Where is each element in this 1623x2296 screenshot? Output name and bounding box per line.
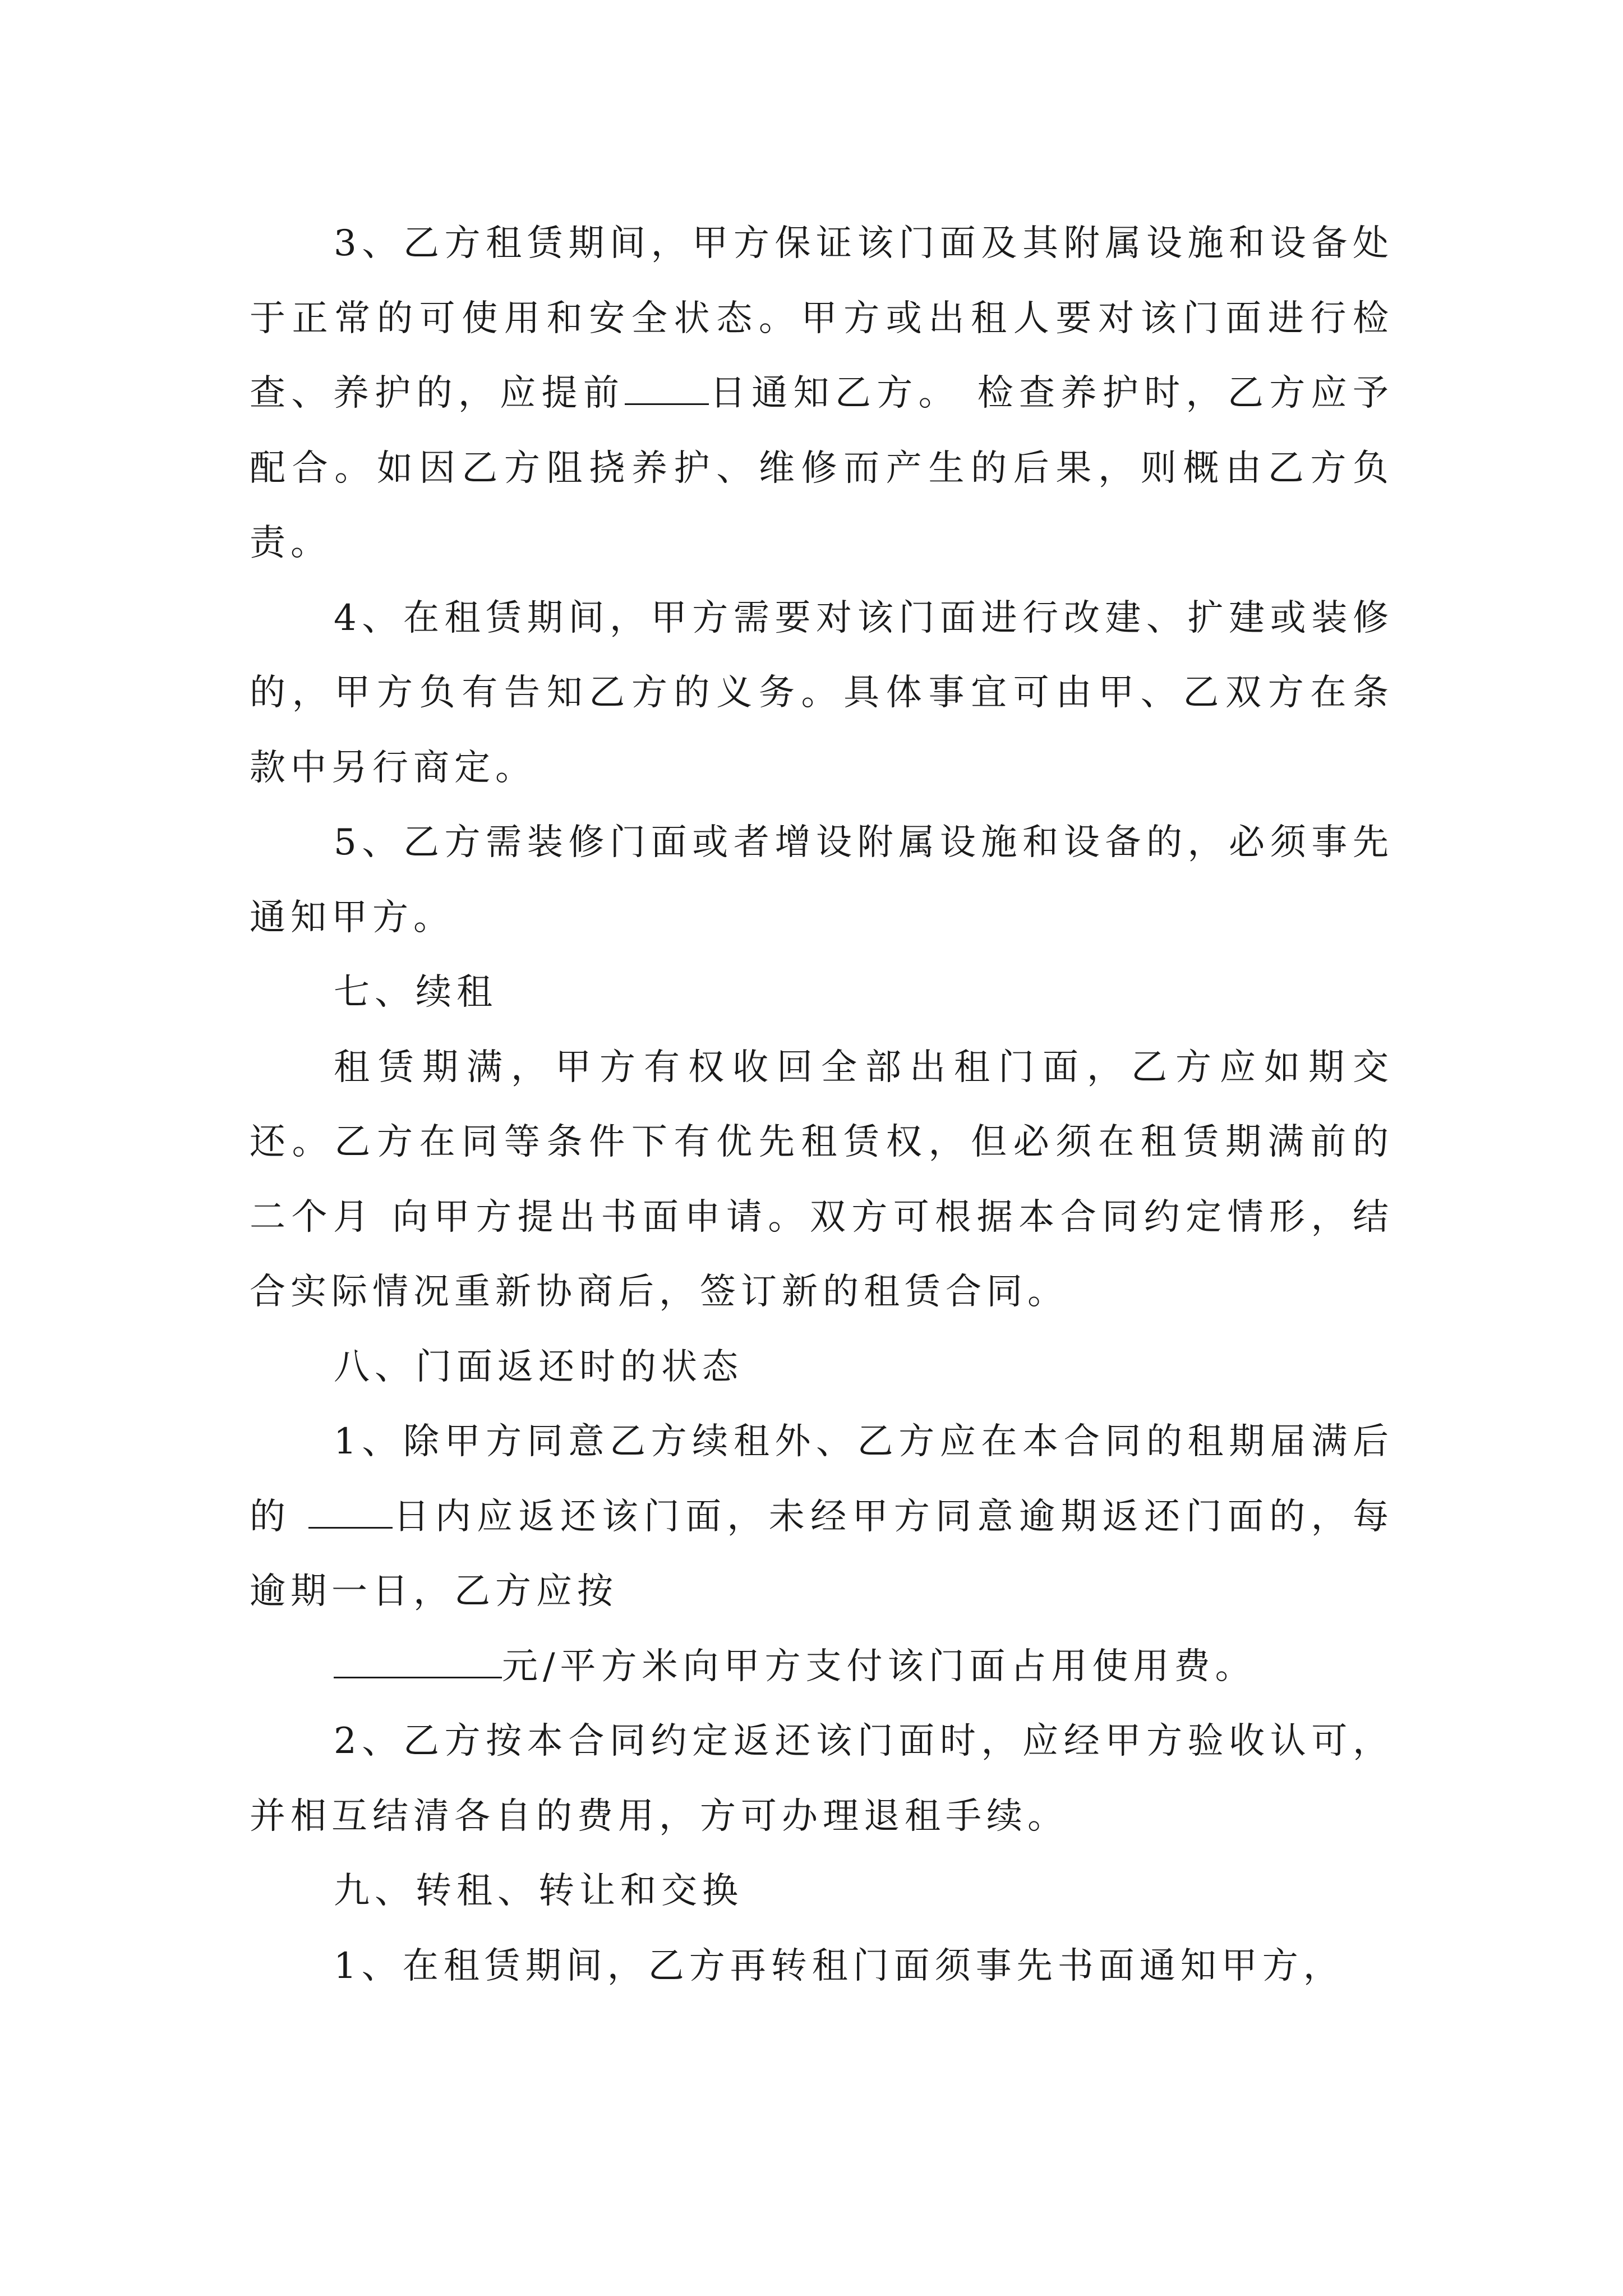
section-heading-sublease: 九、转租、转让和交换	[334, 1870, 743, 1912]
fill-blank	[308, 1498, 393, 1529]
paragraph-renovation: 4、在租赁期间，甲方需要对该门面进行改建、扩建或装修的，甲方负有告知乙方的义务。具体事宜可由甲、乙双方在条款中另行商定。	[250, 597, 1394, 789]
text-segment: 乙方应予配合。如因乙方阻挠养护、维修而产生的后果，则	[250, 372, 1394, 489]
paragraph-decoration-notice: 5、乙方需装修门面或者增设附属设施和设备的，必须事先通知甲方。	[250, 822, 1394, 938]
paragraph-occupancy-fee	[250, 1630, 1394, 1705]
text-segment: 概由乙方负责。	[250, 447, 1394, 564]
fill-blank	[625, 374, 709, 405]
text-segment: 日内应返还该门面，未经甲方同意逾期返还门面的，每逾期一日，乙方应按	[250, 1496, 1394, 1612]
paragraph-renewal: 租赁期满，甲方有权收回全部出租门面，乙方应如期交还。乙方在同等条件下有优先租赁权，但必须在租赁期满前的二个月 向甲方提出书面申请。双方可根据本合同约定情形，结合实际情况重新协商后，签订新的租赁合同。	[250, 1046, 1394, 1313]
fill-blank	[334, 1648, 502, 1678]
section-heading-return-state: 八、门面返还时的状态	[334, 1346, 743, 1388]
paragraph-sublease: 1、在租赁期间，乙方再转租门面须事先书面通知甲方，	[334, 1945, 1344, 1987]
paragraph-maintenance	[250, 206, 1394, 581]
text-segment: 进行检查、养护的，应提前	[250, 297, 1394, 414]
text-segment: 备处于正常的可使用和安全状态。甲方或出租人要对该门面	[250, 223, 1394, 339]
text-segment: 元/平方米向甲方支付该门面占用使用费。	[502, 1645, 1256, 1687]
paragraph-return	[250, 1405, 1394, 1630]
paragraph-acceptance: 2、乙方按本合同约定返还该门面时，应经甲方验收认可，并相互结清各自的费用，方可办理退租手续。	[250, 1720, 1394, 1837]
text-segment: 1、除甲方同意乙方续租外、乙方应在本合同的租期届满后的	[250, 1421, 1394, 1538]
text-segment: 3、乙方租赁期间，甲方保证该门面及其附属设施和设	[334, 223, 1312, 264]
text-segment: 日通知乙方。 检查养护时，	[709, 372, 1228, 414]
document-body	[250, 206, 1394, 2004]
section-heading-renewal: 七、续租	[334, 972, 497, 1013]
